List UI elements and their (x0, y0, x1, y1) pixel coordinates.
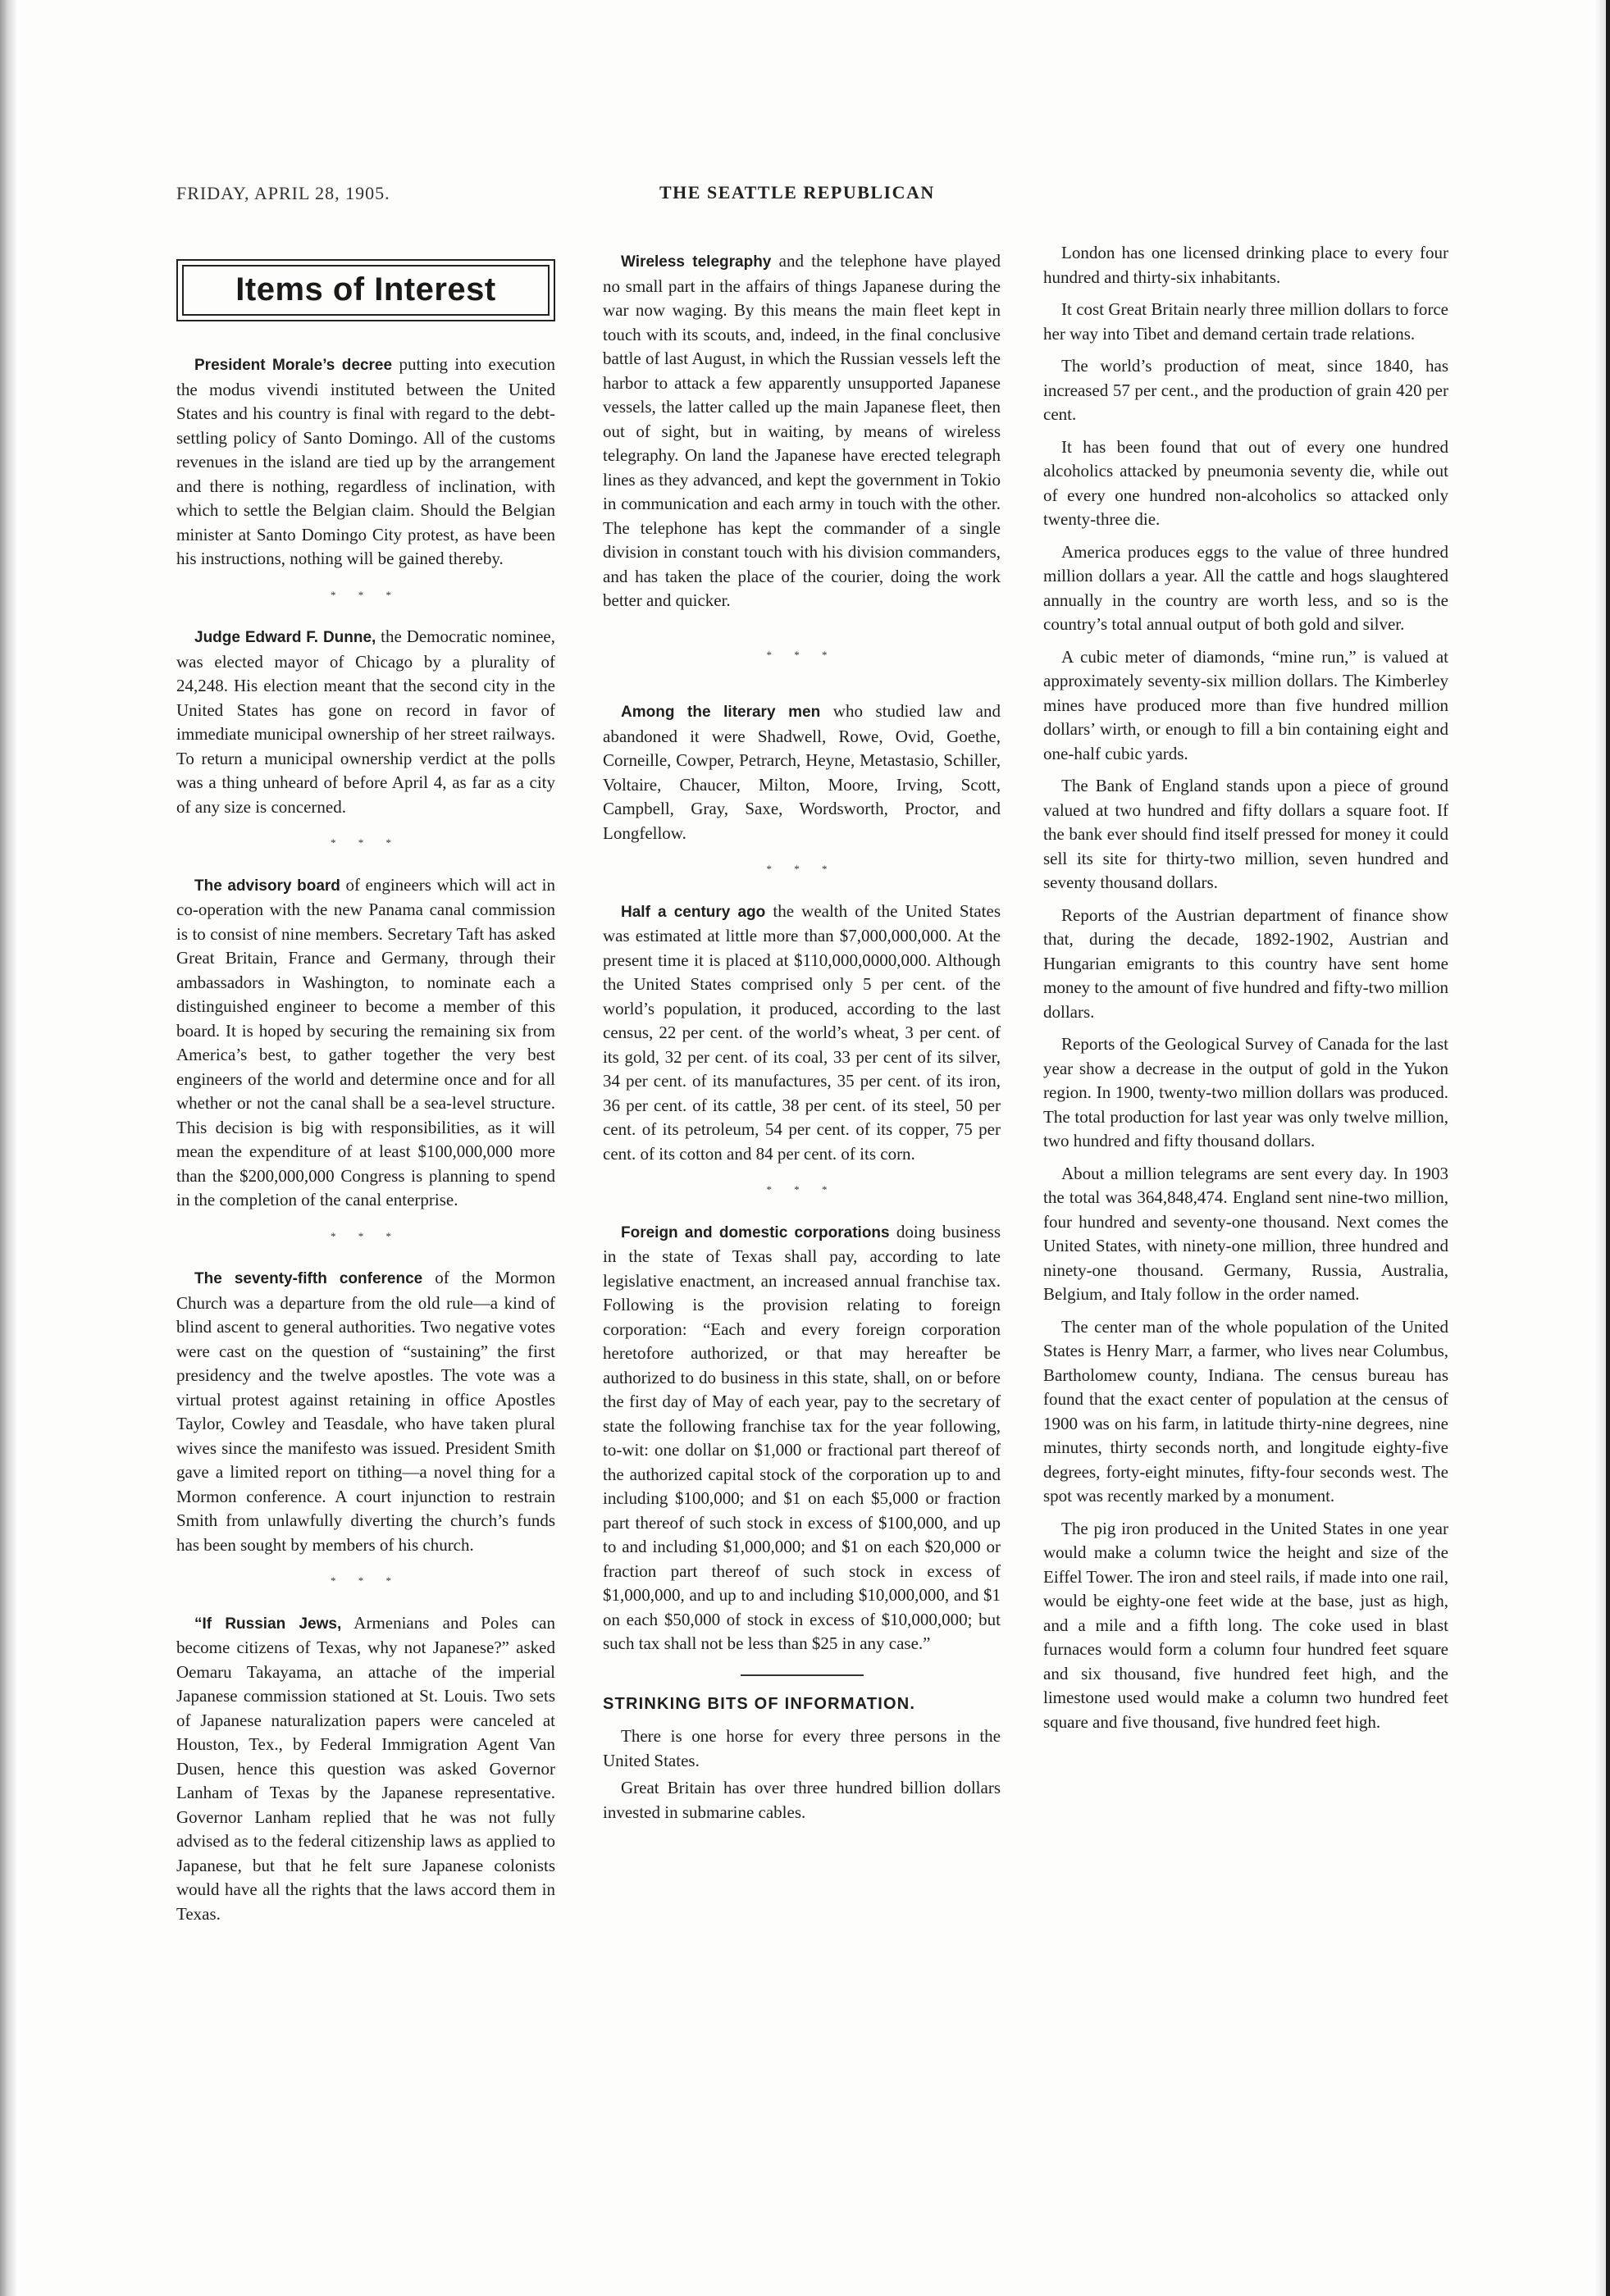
article-text: putting into execution the modus vivendi instituted between the United States and his country is final with regard to the debt-settling policy of Santo Domingo. All of the customs revenues in the island are tied up by the arrangement and there is nothing, regardless of inclination, with which to settle the Belgian claim. Should the Belgian minister at Santo Domingo City protest, as have been his instructions, nothing will be gained thereby. (176, 354, 556, 568)
article-text: and the telephone have played no small part in the affairs of things Japanese during the war now waging. By this means the main fleet kept in touch with its scouts, and, indeed, in the final conclusive battle of last August, in which the Russian vessels left the harbor to attack a few apparently unsupported Japanese vessels, the latter called up the main Japanese fleet, then out of sight, but in waiting, by means of wireless telegraphy. On land the Japanese have erected telegraph lines as they advanced, and kept the government in Tokio in communication and each army in touch with the other. The telephone has kept the commander of a single division in constant touch with his division commanders, and has taken the place of the courier, doing the work better and quicker. (603, 251, 1001, 610)
article (603, 249, 1001, 613)
fact-item: It has been found that out of every one hundred alcoholics attacked by pneumonia seventy die, while out of every one hundred non-alcoholics so attacked only twenty-three die. (1043, 436, 1448, 529)
section-divider (741, 1674, 864, 1676)
article (603, 900, 1001, 1167)
article-lead: Half a century ago (621, 903, 766, 921)
bit-item: There is one horse for every three persons in the United States. (603, 1726, 1001, 1770)
article (603, 1220, 1001, 1656)
article-lead: Wireless telegraphy (621, 253, 772, 271)
fact-item: Reports of the Austrian department of finance show that, during the decade, 1892-1902, Austrian and Hungarian emigrants to this country have sent home money to the amount of five hundred and fifty-two million dollars. (1043, 904, 1448, 1022)
newspaper-page (18, 0, 1594, 2296)
section-title: Items of Interest (235, 271, 496, 308)
article-lead: Foreign and domestic corporations (621, 1223, 890, 1241)
separator-stars: * * * (766, 863, 837, 875)
page-edge (1606, 0, 1610, 2296)
article-lead: “If Russian Jews, (194, 1615, 342, 1633)
bit-item: Great Britain has over three hundred billion dollars invested in submarine cables. (603, 1778, 1001, 1822)
article (176, 625, 555, 819)
separator-stars: * * * (766, 1183, 837, 1196)
section-title-box (176, 259, 555, 321)
section-subheading: STRINKING BITS OF INFORMATION. (603, 1694, 916, 1713)
separator-stars: * * * (331, 588, 401, 601)
separator-stars: * * * (331, 836, 401, 849)
article-lead: President Morale’s decree (194, 357, 393, 374)
article-text: of engineers which will act in co-operation with the new Panama canal commission is to consist of nine members. Secretary Taft has asked Great Britain, France and Germany, through their ambassadors in Washington, to nominate each a distinguished engineer to become a member of this board. It is hoped by securing the remaining six from America’s best, to gather together the very best engineers of the world and determine once and for all whether or not the canal shall be a sea-level structure. This decision is big with responsibilities, as it will mean the expenditure of at least $100,000,000 more than the $200,000,000 Congress is planning to spend in the completion of the canal enterprise. (176, 874, 555, 1210)
fact-item: The world’s production of meat, since 1840, has increased 57 per cent., and the production of grain 420 per cent. (1043, 356, 1448, 424)
fact-item: It cost Great Britain nearly three million dollars to force her way into Tibet and demand certain trade relations. (1043, 299, 1448, 344)
fact-item: The center man of the whole population of the United States is Henry Marr, a farmer, who lives near Columbus, Bartholomew county, Indiana. The census bureau has found that the exact center of population at the census of 1900 was on his farm, in latitude thirty-nine degrees, nine minutes, thirty seconds north, and longitude eighty-five degrees, forty-eight minutes, fifty-four seconds west. The spot was recently marked by a monument. (1043, 1316, 1448, 1506)
article-text: who studied law and abandoned it were Shadwell, Rowe, Ovid, Goethe, Corneille, Cowper, Petrarch, Heyne, Metastasio, Schiller, Voltaire, Chaucer, Milton, Moore, Irving, Scott, Campbell, Gray, Saxe, Wordsworth, Proctor, and Longfellow. (603, 701, 1001, 843)
article-lead: Among the literary men (621, 704, 821, 721)
fact-item: The pig iron produced in the United States in one year would make a column twice the height and size of the Eiffel Tower. The iron and steel rails, if made into one rail, would be eighty-one feet wide at the base, just as high, and a mile and a fifth long. The coke used in blast furnaces would form a column four hundred feet square and six thousand, five hundred feet high, and the limestone used would make a column two hundred feet square and five thousand, five hundred feet high. (1043, 1518, 1448, 1732)
fact-item: London has one licensed drinking place to every four hundred and thirty-six inhabitants. (1043, 243, 1448, 287)
article-text: the wealth of the United States was estimated at little more than $7,000,000,000. At the present time it is placed at $110,000,0000,000. Although the United States comprised only 5 per cent. of the world’s population, it produced, according to the last census, 22 per cent. of the world’s wheat, 3 per cent. of its gold, 32 per cent. of its coal, 33 per cent of its silver, 34 per cent. of its manufactures, 35 per cent. of its iron, 36 per cent. of its cattle, 38 per cent. of its steel, 50 per cent. of its petroleum, 54 per cent. of its copper, 75 per cent. of its cotton and 84 per cent. of its corn. (603, 900, 1001, 1164)
fact-item: Reports of the Geological Survey of Canada for the last year show a decrease in the output of gold in the Yukon region. In 1900, twenty-two million dollars was produced. The total production for last year was only twelve million, two hundred and fifty thousand dollars. (1043, 1034, 1448, 1150)
header-date: FRIDAY, APRIL 28, 1905. (176, 183, 390, 203)
separator-stars: * * * (766, 648, 837, 661)
separator-stars: * * * (331, 1574, 401, 1587)
fact-item: The Bank of England stands upon a piece of ground valued at two hundred and fifty dollars a square foot. If the bank ever should find itself pressed for money it could sell its site for thirty-two million, seven hundred and seventy thousand dollars. (1043, 776, 1448, 892)
article (176, 1266, 555, 1557)
fact-item: A cubic meter of diamonds, “mine run,” is valued at approximately seventy-six million dollars. The Kimberley mines have produced more than five hundred million dollars’ wirth, or enough to fill a bin containing eight and one-half cubic yards. (1043, 646, 1448, 763)
article-text: of the Mormon Church was a departure from the old rule—a kind of blind ascent to general authorities. Two negative votes were cast on the question of “sustaining” the first presidency and the twelve apostles. The vote was a virtual protest against retaining in office Apostles Taylor, Cowley and Teasdale, who have taken plural wives since the manifesto was issued. President Smith gave a limited report on tithing—a novel thing for a Mormon conference. A court injunction to restrain Smith from unlawfully diverting the church’s funds has been sought by members of his church. (176, 1268, 556, 1555)
article-lead: Judge Edward F. Dunne, (194, 629, 376, 646)
article (176, 873, 555, 1213)
article (603, 699, 1001, 845)
page-binding-shadow (0, 0, 18, 2296)
page-edge-shadow (1594, 0, 1606, 2296)
article-lead: The advisory board (194, 877, 340, 895)
article-text: Armenians and Poles can become citizens of Texas, why not Japanese?” asked Oemaru Takayama, an attache of the imperial Japanese commission stationed at St. Louis. Two sets of Japanese naturalization papers were canceled at Houston, Tex., by Federal Immigration Agent Van Dusen, hence this question was asked Governor Lanham of Texas by the Japanese representative. Governor Lanham replied that he was not fully advised as to the federal citizenship laws as applied to Japanese, but that he felt sure Japanese colonists would have all the rights that the laws accord them in Texas. (176, 1612, 555, 1924)
article (176, 353, 555, 572)
column-2 (603, 249, 1001, 1834)
article-lead: The seventy-fifth conference (194, 1270, 423, 1287)
article-text: the Democratic nominee, was elected mayor of Chicago by a plurality of 24,248. His election meant that the second city in the United States has gone on record in favor of immediate municipal ownership of her street railways. To return a municipal ownership verdict at the polls was a thing unheard of before April 4, as far as a city of any size is concerned. (176, 626, 555, 817)
fact-item: About a million telegrams are sent every day. In 1903 the total was 364,848,474. England sent nine-two million, four hundred and seventy-one thousand. Next comes the United States, with ninety-one million, three hundred and ninety-one thousand. Germany, Russia, Australia, Belgium, and Italy follow in the order named. (1043, 1163, 1448, 1304)
separator-stars: * * * (331, 1229, 401, 1242)
header-paper-name: THE SEATTLE REPUBLICAN (659, 182, 935, 203)
fact-item: America produces eggs to the value of three hundred million dollars a year. All the cattle and hogs slaughtered annually in the country are worth less, and so is the country’s total annual output of both gold and silver. (1043, 541, 1448, 634)
column-1 (176, 246, 555, 1936)
article-text: doing business in the state of Texas shall pay, according to late legislative enactment, an increased annual franchise tax. Following is the provision relating to foreign corporation: “Each and every foreign corporation heretofore authorized, or that may hereafter be authorized to do business in this state, shall, on or before the first day of May of each year, pay to the secretary of state the following franchise tax for the year following, to-wit: one dollar on $1,000 or fractional part thereof of the authorized capital stock of the corporation up to and including $100,000; and $1 on each $5,000 or fraction part thereof of such stock in excess of $100,000, and up to and including $1,000,000; and $1 on each $20,000 or fraction part thereof of such stock in excess of $1,000,000, and up to and including $10,000,000, and $1 on each $50,000 of stock in excess of $10,000,000; but such tax shall not be less than $25 in any case.” (603, 1221, 1001, 1653)
article (176, 1611, 555, 1927)
column-3 (1043, 241, 1448, 1742)
